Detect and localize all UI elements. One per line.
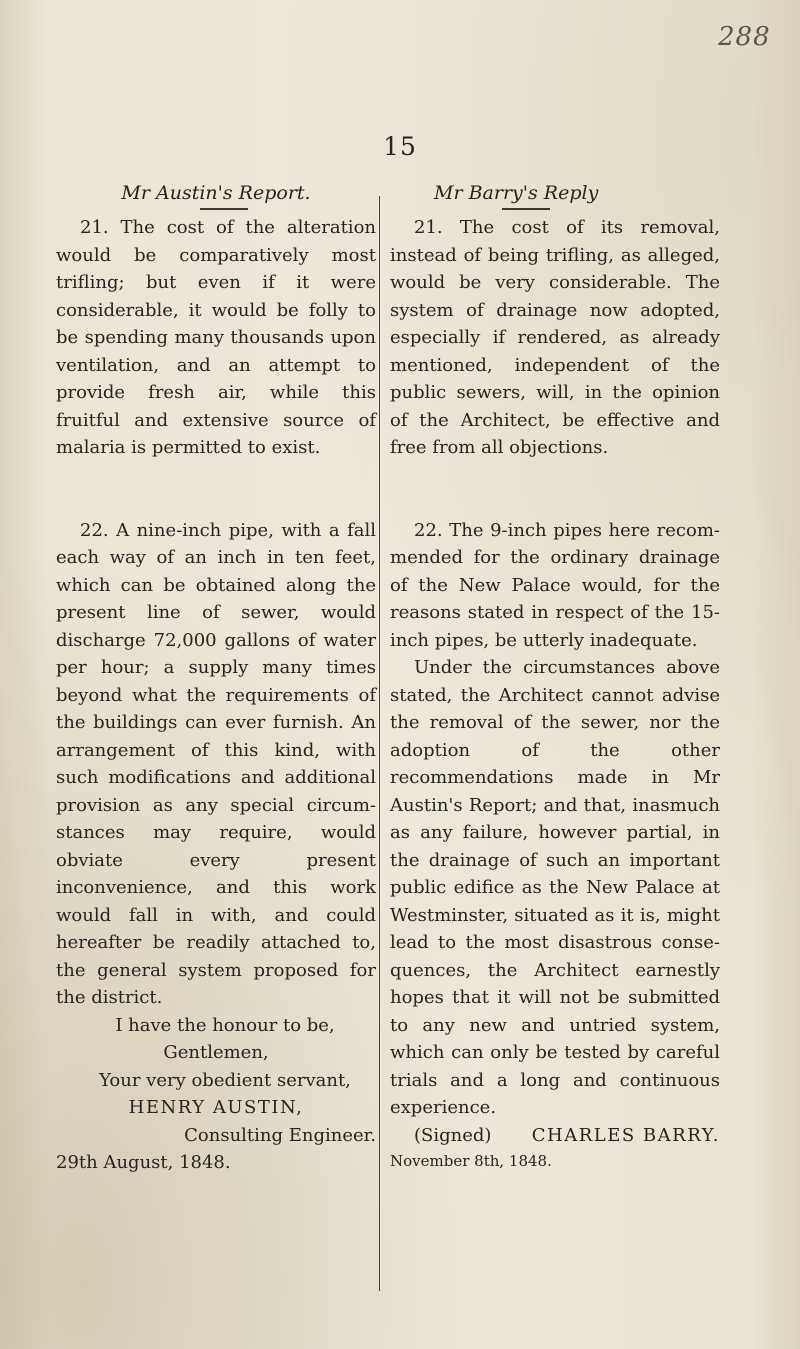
austin-paragraph-22: 22. A nine-inch pipe, with a fall each way of an inch in ten feet, which can be obtained along the present line of sewer, would discharge 72,000 gallons of water per hour; a supply many times beyond what the requirements of the buildings can ever furnish. An arrangement of this kind, with such modifications and additional provision as any special circumstances may require, would obviate every present inconvenience, and this work would fall in with, and could hereafter be readily attached to, the general system proposed for the district. bbox=[56, 519, 376, 1008]
signed-label: (Signed) bbox=[414, 1124, 492, 1146]
barry-paragraph-conclusion: Under the circumstances above stated, the Architect cannot advise the removal of the sewer, nor the adoption of the other recommendations made in Mr Austin's Report; and that, inasmuch as any failure, however partial, in the drainage of such an important public edifice as the New Palace at Westminster, situated as it is, might lead to the most disastrous consequences, the Architect earnestly hopes that it will not be submitted to any new and untried system, which can only be tested by careful trials and a long and continuous experience. bbox=[390, 657, 720, 1118]
heading-rule bbox=[200, 208, 248, 210]
signatory-title: Consulting Engineer. bbox=[184, 1124, 376, 1146]
signatory-name: CHARLES BARRY. bbox=[531, 1124, 720, 1146]
austin-paragraph-21: 21. The cost of the alteration would be comparatively most trifling; but even if it were considerable, it would be folly to be spending many thousands upon ventilation, and an attempt to provide fresh air, while this fruitful and extensive source of malaria is permitted to exist. bbox=[56, 217, 376, 458]
column-divider bbox=[379, 196, 380, 1291]
spacer bbox=[390, 462, 720, 517]
barry-reply-heading: Mr Barry's Reply bbox=[434, 182, 599, 204]
barry-reply-column bbox=[390, 182, 720, 1173]
spacer bbox=[56, 462, 376, 517]
heading-rule bbox=[502, 208, 550, 210]
signatory-name: HENRY AUSTIN, bbox=[128, 1097, 304, 1118]
closing-servant: Your very obedient servant, bbox=[99, 1069, 351, 1091]
signature-line bbox=[390, 1122, 720, 1150]
austin-report-date: 29th August, 1848. bbox=[56, 1152, 231, 1173]
barry-reply-date: November 8th, 1848. bbox=[390, 1152, 552, 1170]
closing-honour: I have the honour to be, bbox=[115, 1014, 335, 1036]
page-number: 15 bbox=[383, 132, 417, 161]
austin-report-column bbox=[56, 182, 376, 1177]
closing-salutation: Gentlemen, bbox=[163, 1042, 269, 1063]
handwritten-page-mark: 288 bbox=[718, 22, 771, 52]
barry-paragraph-22: 22. The 9-inch pipes here recommended for the ordinary drainage of the New Palace would, for the reasons stated in respect of the 15-inch pipes, be utterly inadequate. bbox=[390, 519, 720, 651]
barry-paragraph-21: 21. The cost of its removal, instead of being trifling, as alleged, would be very considerable. The system of drainage now adopted, especially if rendered, as already mentioned, independent of the public sewers, will, in the opinion of the Architect, be effective and free from all objections. bbox=[390, 217, 720, 458]
austin-report-heading: Mr Austin's Report. bbox=[121, 182, 311, 204]
